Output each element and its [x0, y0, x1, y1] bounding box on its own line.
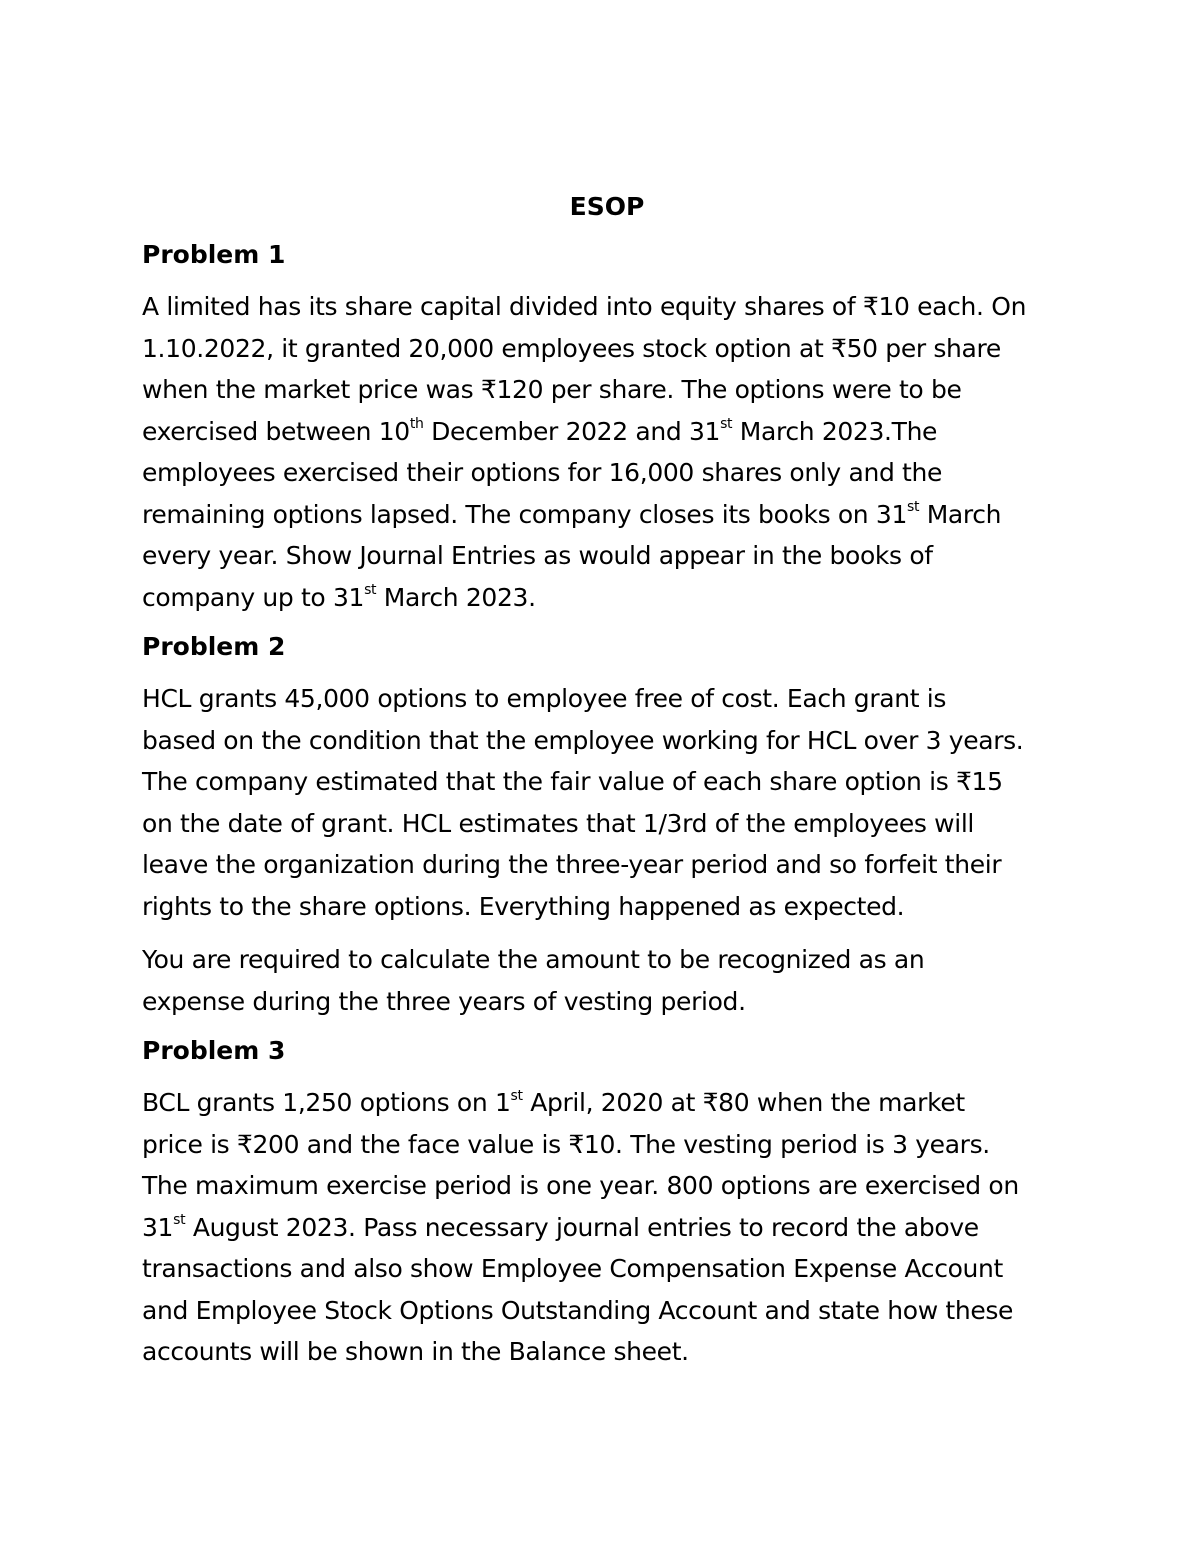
text-line: every year. Show Journal Entries as would appear in the books of: [142, 541, 933, 570]
text-line: A limited has its share capital divided into equity shares of ₹10 each. On: [142, 292, 1027, 321]
text-line: on the date of grant. HCL estimates that 1/3rd of the employees will: [142, 808, 975, 838]
text-line: You are required to calculate the amount to be recognized as an: [142, 945, 925, 974]
text-line: leave the organization during the three-year period and so forfeit their: [142, 850, 1002, 879]
problem-heading: Problem 1: [142, 240, 286, 269]
text-line: The company estimated that the fair value of each share option is ₹15: [142, 767, 1003, 796]
problem-paragraph: [142, 286, 1072, 618]
problem-section-3: [142, 1034, 1072, 1373]
ordinal-suffix: st: [173, 1212, 186, 1229]
text-line: expense during the three years of vesting period.: [142, 986, 746, 1016]
problem-section-2: [142, 630, 1072, 1022]
problem-paragraph: [142, 678, 1072, 927]
text-line: transactions and also show Employee Compensation Expense Account: [142, 1254, 1003, 1283]
text-line: exercised between 10th December 2022 and 31st March 2023.The: [142, 416, 938, 446]
text-line: rights to the share options. Everything happened as expected.: [142, 891, 905, 921]
text-line: company up to 31st March 2023.: [142, 582, 536, 612]
text-line: and Employee Stock Options Outstanding Account and state how these: [142, 1295, 1014, 1325]
text-line: BCL grants 1,250 options on 1st April, 2020 at ₹80 when the market: [142, 1087, 965, 1117]
text-line: 1.10.2022, it granted 20,000 employees stock option at ₹50 per share: [142, 333, 1001, 363]
text-line: The maximum exercise period is one year. 800 options are exercised on: [142, 1171, 1019, 1200]
problem-paragraph: [142, 1082, 1072, 1373]
text-line: accounts will be shown in the Balance sheet.: [142, 1337, 689, 1366]
ordinal-suffix: st: [720, 416, 733, 433]
text-line: remaining options lapsed. The company closes its books on 31st March: [142, 499, 1002, 529]
text-line: 31st August 2023. Pass necessary journal entries to record the above: [142, 1212, 979, 1242]
ordinal-suffix: th: [409, 416, 424, 433]
text-line: price is ₹200 and the face value is ₹10. The vesting period is 3 years.: [142, 1129, 990, 1159]
problem-section-1: [142, 238, 1072, 618]
document-title: ESOP: [569, 192, 645, 221]
text-line: based on the condition that the employee working for HCL over 3 years.: [142, 725, 1024, 755]
text-line: when the market price was ₹120 per share. The options were to be: [142, 375, 962, 404]
text-line: HCL grants 45,000 options to employee free of cost. Each grant is: [142, 684, 947, 713]
ordinal-suffix: st: [364, 582, 377, 599]
problem-heading: Problem 2: [142, 632, 286, 661]
problem-paragraph: [142, 939, 1072, 1022]
text-line: employees exercised their options for 16,000 shares only and the: [142, 458, 943, 487]
document-content: [142, 190, 1072, 1385]
ordinal-suffix: st: [907, 499, 920, 516]
problem-heading: Problem 3: [142, 1036, 286, 1065]
ordinal-suffix: st: [510, 1087, 523, 1104]
